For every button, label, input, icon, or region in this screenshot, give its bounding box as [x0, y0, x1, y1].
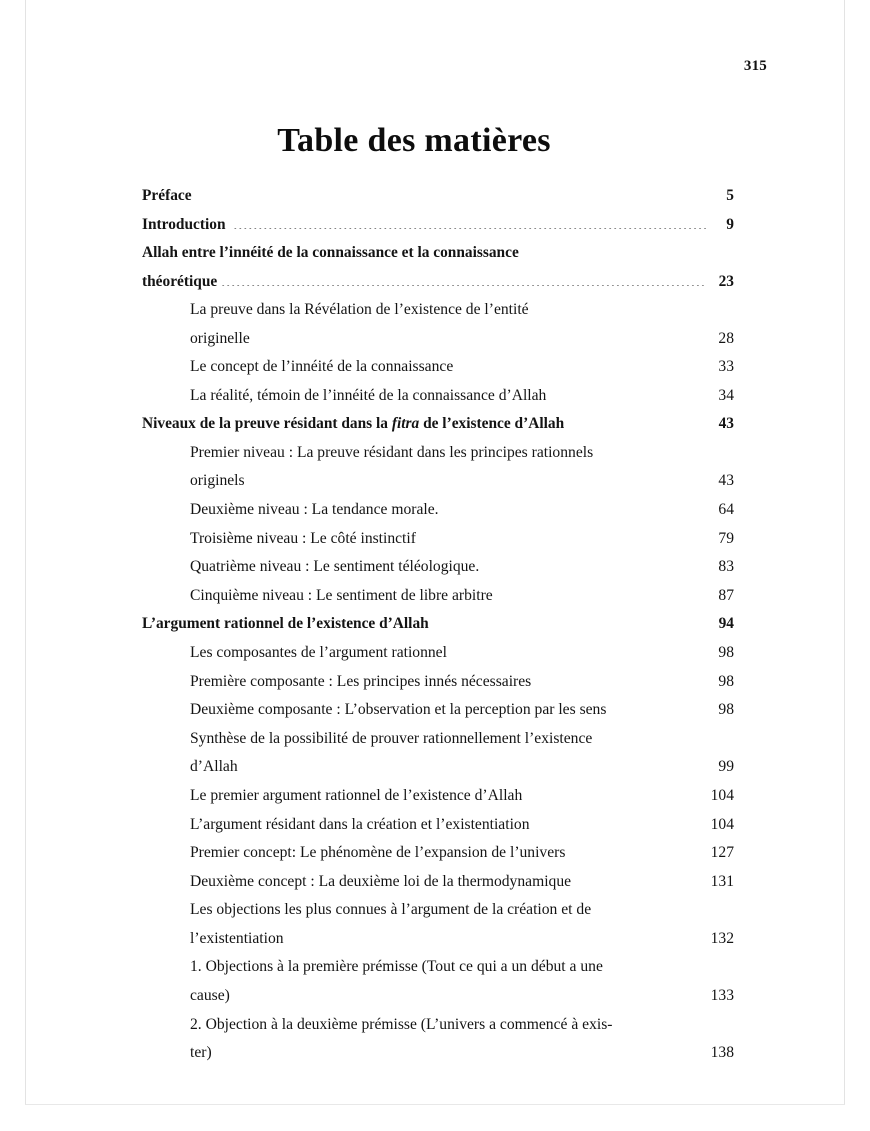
toc-entry-label: Cinquième niveau : Le sentiment de libre arbitre [190, 586, 493, 604]
toc-entry-page-number: 34 [718, 386, 734, 404]
toc-entry[interactable] [190, 782, 734, 811]
toc-dot-leader [288, 927, 706, 943]
toc-entry-row [142, 410, 734, 439]
toc-entry-title-first-line: Synthèse de la possibilité de prouver rationnellement l’existence [190, 729, 593, 747]
toc-entry-row [190, 582, 734, 611]
toc-entry-row [190, 925, 734, 954]
toc-entry-row [190, 525, 734, 554]
toc-entry-row [190, 668, 734, 697]
toc-dot-leader [554, 384, 706, 400]
toc-entry-page-number: 33 [718, 358, 734, 376]
toc-entry-page-number: 104 [710, 815, 734, 833]
toc-entry-label: La réalité, témoin de l’innéité de la connaissance d’Allah [190, 386, 551, 404]
toc-entry-label: Introduction [142, 215, 230, 233]
toc-entry-page-number: 79 [718, 529, 734, 547]
toc-entry[interactable] [190, 868, 734, 897]
toc-entry[interactable] [190, 439, 734, 496]
toc-entry-label: théorétique [142, 272, 218, 290]
toc-entry[interactable] [190, 896, 734, 953]
toc-entry-row [142, 211, 734, 240]
toc-entry-page-number: 132 [710, 929, 734, 947]
toc-entry-label-italic: fitra [391, 415, 420, 433]
toc-entry[interactable] [142, 211, 734, 240]
toc-entry[interactable] [190, 553, 734, 582]
toc-entry-label: Deuxième concept : La deuxième loi de la thermodynamique [190, 872, 575, 890]
toc-entry-label: Premier concept: Le phénomène de l’expansion de l’univers [190, 844, 570, 862]
toc-entry-page-number: 9 [726, 215, 734, 233]
toc-entry-row [142, 610, 734, 639]
toc-entry[interactable] [190, 496, 734, 525]
toc-dot-leader [530, 784, 706, 800]
toc-entry-page-number: 43 [718, 472, 734, 490]
toc-dot-leader [539, 670, 706, 686]
toc-entry-title-first-line: Allah entre l’innéité de la connaissance et la connaissance [142, 244, 519, 261]
toc-entry-row [190, 353, 734, 382]
toc-entry-label: Troisième niveau : Le côté instinctif [190, 529, 416, 547]
page-title: Table des matières [277, 121, 551, 159]
toc-entry-row [190, 982, 734, 1011]
toc-entry-page-number: 104 [710, 786, 734, 804]
toc-entry-title-first-line: Les objections les plus connues à l’argument de la création et de [190, 901, 592, 919]
toc-entry-row [142, 268, 734, 297]
toc-entry-page-number: 87 [718, 586, 734, 604]
toc-entry[interactable] [190, 296, 734, 353]
toc-dot-leader [246, 756, 706, 772]
page-sheet [25, 0, 845, 1105]
toc-entry-page-number: 23 [718, 272, 734, 290]
toc-entry[interactable] [190, 725, 734, 782]
toc-entry-label: Deuxième niveau : La tendance morale. [190, 501, 443, 519]
toc-entry-row [190, 496, 734, 525]
toc-entry-label: Première composante : Les principes innés nécessaires [190, 672, 536, 690]
toc-entry-page-number: 5 [726, 187, 734, 204]
toc-entry-row [190, 325, 734, 354]
toc-entry-label: Quatrième niveau : Le sentiment téléologique. [190, 558, 480, 576]
toc-entry-label: Les composantes de l’argument rationnel [190, 643, 451, 661]
toc-dot-leader [483, 556, 706, 572]
toc-entry-title-first-line: 2. Objection à la deuxième prémisse (L’univers a commencé à exis- [190, 1015, 613, 1033]
toc-dot-leader [446, 498, 706, 514]
toc-entry-label: l’existentiation [190, 929, 284, 947]
toc-entry-label: Deuxième composante : L’observation et la perception par les sens [190, 701, 607, 719]
toc-entry-label: originelle [190, 329, 254, 347]
toc-entry-label: L’argument résidant dans la création et l’existentiation [190, 815, 538, 833]
toc-entry-row [190, 467, 734, 496]
toc-entry-title-first-line: La preuve dans la Révélation de l’existence de l’entité [190, 301, 529, 318]
toc-dot-leader [234, 984, 706, 1000]
toc-dot-leader [610, 699, 706, 715]
toc-entry-row [190, 839, 734, 868]
toc-entry-row [190, 696, 734, 725]
toc-dot-leader [541, 813, 706, 829]
toc-dot-leader [249, 470, 706, 486]
toc-entry-label-text-tail: de l’existence d’Allah [419, 415, 568, 433]
table-of-contents-list [142, 182, 734, 1068]
toc-entry[interactable] [190, 953, 734, 1010]
toc-entry-label: L’argument rationnel de l’existence d’Allah [142, 615, 429, 633]
toc-entry[interactable] [190, 639, 734, 668]
toc-entry-row [190, 811, 734, 840]
toc-entry-row [142, 182, 734, 211]
toc-entry[interactable] [190, 353, 734, 382]
toc-entry-page-number: 28 [718, 329, 734, 347]
toc-dot-leader [233, 213, 706, 228]
toc-entry[interactable] [190, 839, 734, 868]
toc-dot-leader [455, 641, 706, 657]
toc-entry-page-number: 94 [718, 615, 734, 633]
toc-dot-leader [420, 527, 706, 543]
toc-entry-page-number: 43 [718, 415, 734, 433]
toc-entry-label: ter) [190, 1044, 216, 1062]
toc-entry-page-number: 138 [710, 1044, 734, 1062]
toc-entry-label: Préface [142, 187, 192, 204]
toc-entry-row [190, 782, 734, 811]
toc-dot-leader [433, 613, 706, 628]
toc-entry[interactable] [190, 811, 734, 840]
toc-entry-label-text: Niveaux de la preuve résidant dans la [142, 415, 392, 433]
toc-entry[interactable] [142, 610, 734, 639]
toc-entry-row [190, 553, 734, 582]
toc-entry-label [142, 410, 568, 439]
toc-entry[interactable] [190, 382, 734, 411]
toc-entry-page-number: 98 [718, 643, 734, 661]
toc-entry[interactable] [190, 582, 734, 611]
toc-entry-label: originels [190, 472, 245, 490]
toc-entry-page-number: 99 [718, 758, 734, 776]
toc-dot-leader [573, 842, 706, 858]
page-number: 315 [743, 58, 767, 74]
toc-entry[interactable] [142, 182, 734, 211]
toc-entry-page-number: 98 [718, 701, 734, 719]
toc-entry[interactable] [142, 410, 734, 439]
toc-entry-page-number: 64 [718, 501, 734, 519]
toc-dot-leader [221, 270, 706, 285]
toc-entry[interactable] [142, 239, 734, 296]
toc-dot-leader [457, 356, 706, 372]
toc-entry-row [190, 382, 734, 411]
toc-entry-page-number: 83 [718, 558, 734, 576]
toc-dot-leader [220, 1042, 706, 1058]
toc-entry-title-first-line: 1. Objections à la première prémisse (Tout ce qui a un début a une [190, 958, 603, 976]
toc-entry[interactable] [190, 668, 734, 697]
toc-entry-label: Le premier argument rationnel de l’existence d’Allah [190, 786, 527, 804]
toc-entry-page-number: 133 [710, 987, 734, 1005]
toc-entry-row [190, 639, 734, 668]
toc-entry-row [190, 1039, 734, 1068]
toc-dot-leader [572, 413, 706, 428]
toc-dot-leader [258, 327, 706, 343]
toc-entry-page-number: 98 [718, 672, 734, 690]
toc-entry[interactable] [190, 525, 734, 554]
toc-entry-title-first-line: Premier niveau : La preuve résidant dans les principes rationnels [190, 443, 594, 461]
toc-entry-row [190, 868, 734, 897]
toc-entry-label: d’Allah [190, 758, 242, 776]
toc-dot-leader [497, 584, 706, 600]
toc-entry[interactable] [190, 696, 734, 725]
toc-entry[interactable] [190, 1011, 734, 1068]
toc-entry-label: Le concept de l’innéité de la connaissance [190, 358, 454, 376]
toc-entry-page-number: 131 [710, 872, 734, 890]
toc-dot-leader [579, 870, 706, 886]
toc-dot-leader [196, 185, 706, 200]
toc-entry-label: cause) [190, 987, 230, 1005]
toc-entry-row [190, 753, 734, 782]
toc-entry-page-number: 127 [710, 844, 734, 862]
